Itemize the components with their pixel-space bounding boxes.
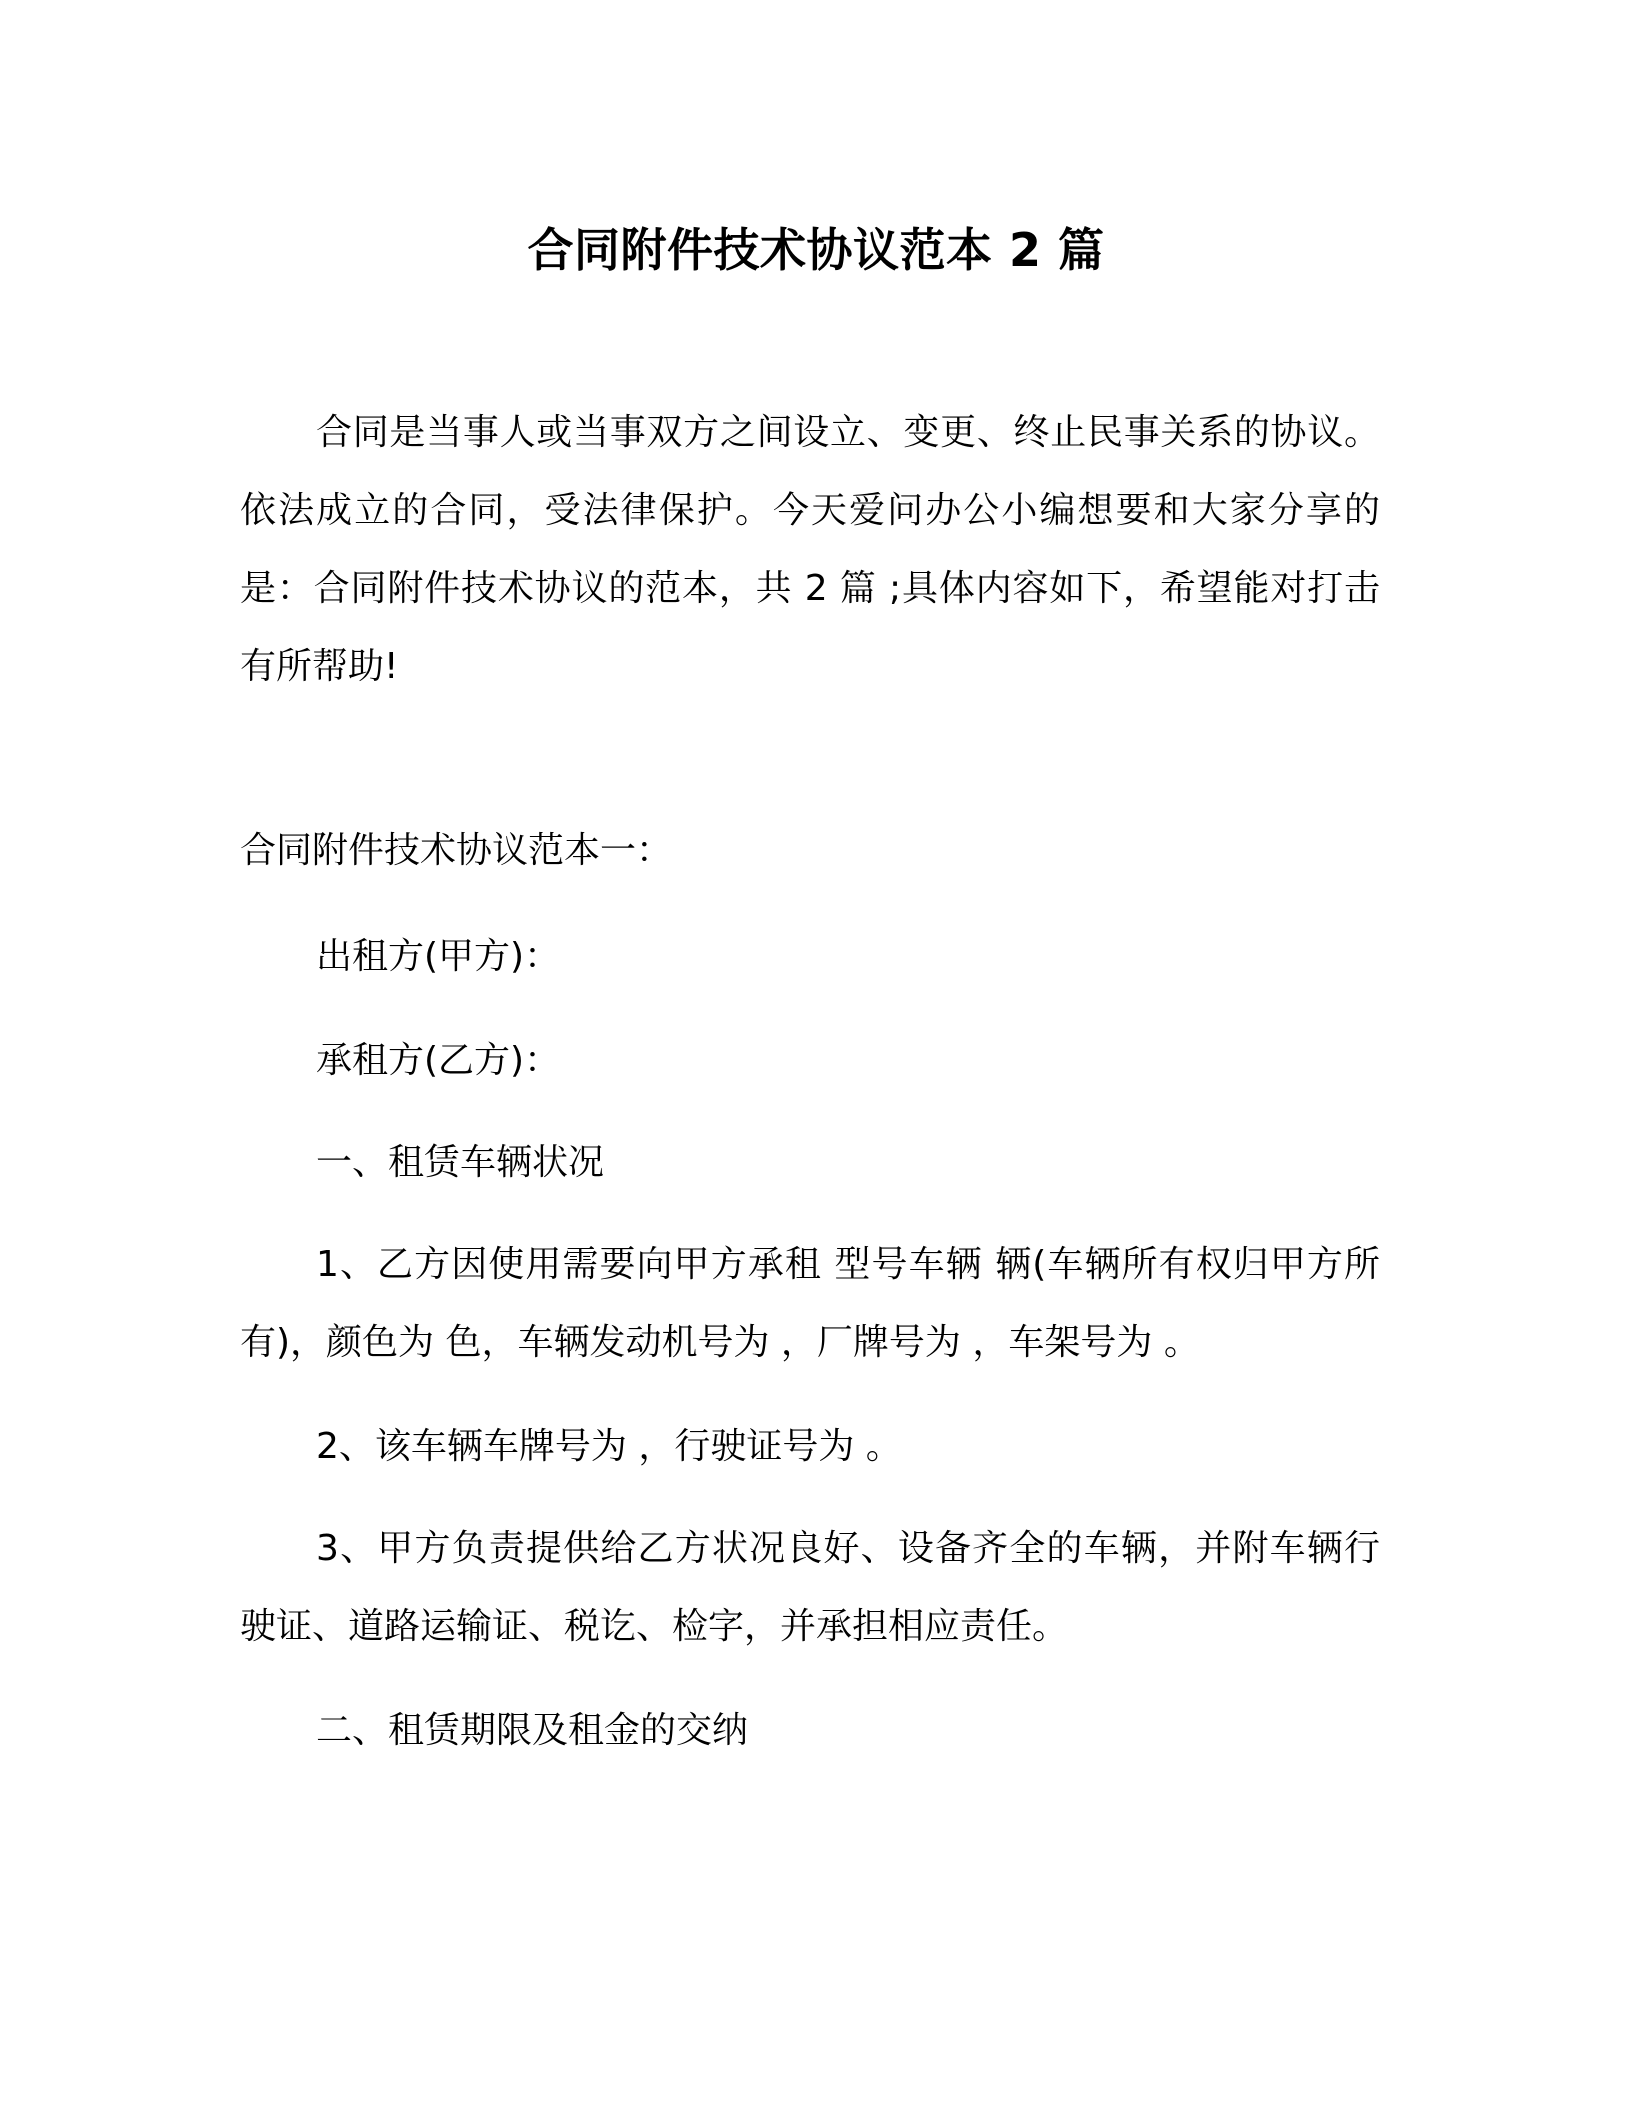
clause-1-heading: 一、租赁车辆状况	[316, 1142, 605, 1183]
lessor-line: 出租方(甲方)：	[316, 936, 561, 977]
clause-1-item-3: 3、甲方负责提供给乙方状况良好、设备齐全的车辆，并附车辆行驶证、道路运输证、税讫、检字，并承担相应责任。	[240, 1528, 1380, 1647]
section-heading: 合同附件技术协议范本一：	[240, 830, 673, 871]
clause-2-heading: 二、租赁期限及租金的交纳	[316, 1710, 749, 1751]
intro-paragraph: 合同是当事人或当事双方之间设立、变更、终止民事关系的协议。依法成立的合同，受法律保护。今天爱问办公小编想要和大家分享的是：合同附件技术协议的范本，共 2 篇 ;具体内容如下，希望能对打击有所帮助!	[240, 412, 1380, 687]
clause-1-item-2: 2、该车辆车牌号为 ，行驶证号为 。	[316, 1426, 902, 1467]
lessee-line: 承租方(乙方)：	[316, 1040, 561, 1081]
clause-1-item-1: 1、乙方因使用需要向甲方承租 型号车辆 辆(车辆所有权归甲方所有)，颜色为 色，车辆发动机号为 ，厂牌号为 ，车架号为 。	[240, 1244, 1380, 1363]
document-title: 合同附件技术协议范本 2 篇	[527, 223, 1105, 277]
